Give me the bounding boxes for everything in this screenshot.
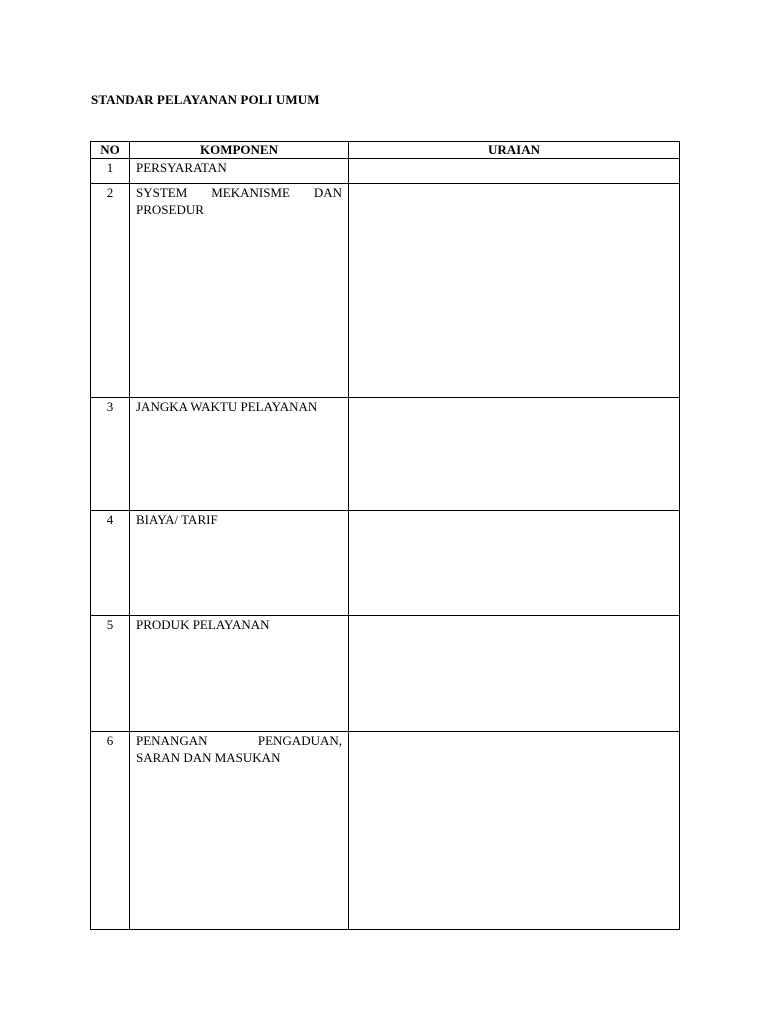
service-standard-table <box>90 141 680 930</box>
header-no: NO <box>91 142 130 159</box>
table-row <box>91 159 680 184</box>
table-row <box>91 398 680 511</box>
document-title: STANDAR PELAYANAN POLI UMUM <box>91 92 320 107</box>
row-komponen: SYSTEM MEKANISME DAN PROSEDUR <box>130 184 349 398</box>
header-komponen: KOMPONEN <box>130 142 349 159</box>
row-uraian <box>349 184 680 398</box>
row-number: 1 <box>91 159 130 184</box>
table-row <box>91 511 680 616</box>
table-row <box>91 732 680 930</box>
header-uraian: URAIAN <box>349 142 680 159</box>
row-number: 5 <box>91 616 130 732</box>
row-komponen: PRODUK PELAYANAN <box>130 616 349 732</box>
row-uraian <box>349 159 680 184</box>
row-uraian <box>349 732 680 930</box>
row-komponen: BIAYA/ TARIF <box>130 511 349 616</box>
row-komponen: PENANGAN PENGADUAN, SARAN DAN MASUKAN <box>130 732 349 930</box>
row-uraian <box>349 511 680 616</box>
row-uraian <box>349 398 680 511</box>
row-number: 4 <box>91 511 130 616</box>
row-uraian <box>349 616 680 732</box>
table-row <box>91 616 680 732</box>
table-row <box>91 184 680 398</box>
row-number: 6 <box>91 732 130 930</box>
row-komponen: PERSYARATAN <box>130 159 349 184</box>
row-number: 3 <box>91 398 130 511</box>
row-number: 2 <box>91 184 130 398</box>
table-header-row <box>91 142 680 159</box>
row-komponen: JANGKA WAKTU PELAYANAN <box>130 398 349 511</box>
